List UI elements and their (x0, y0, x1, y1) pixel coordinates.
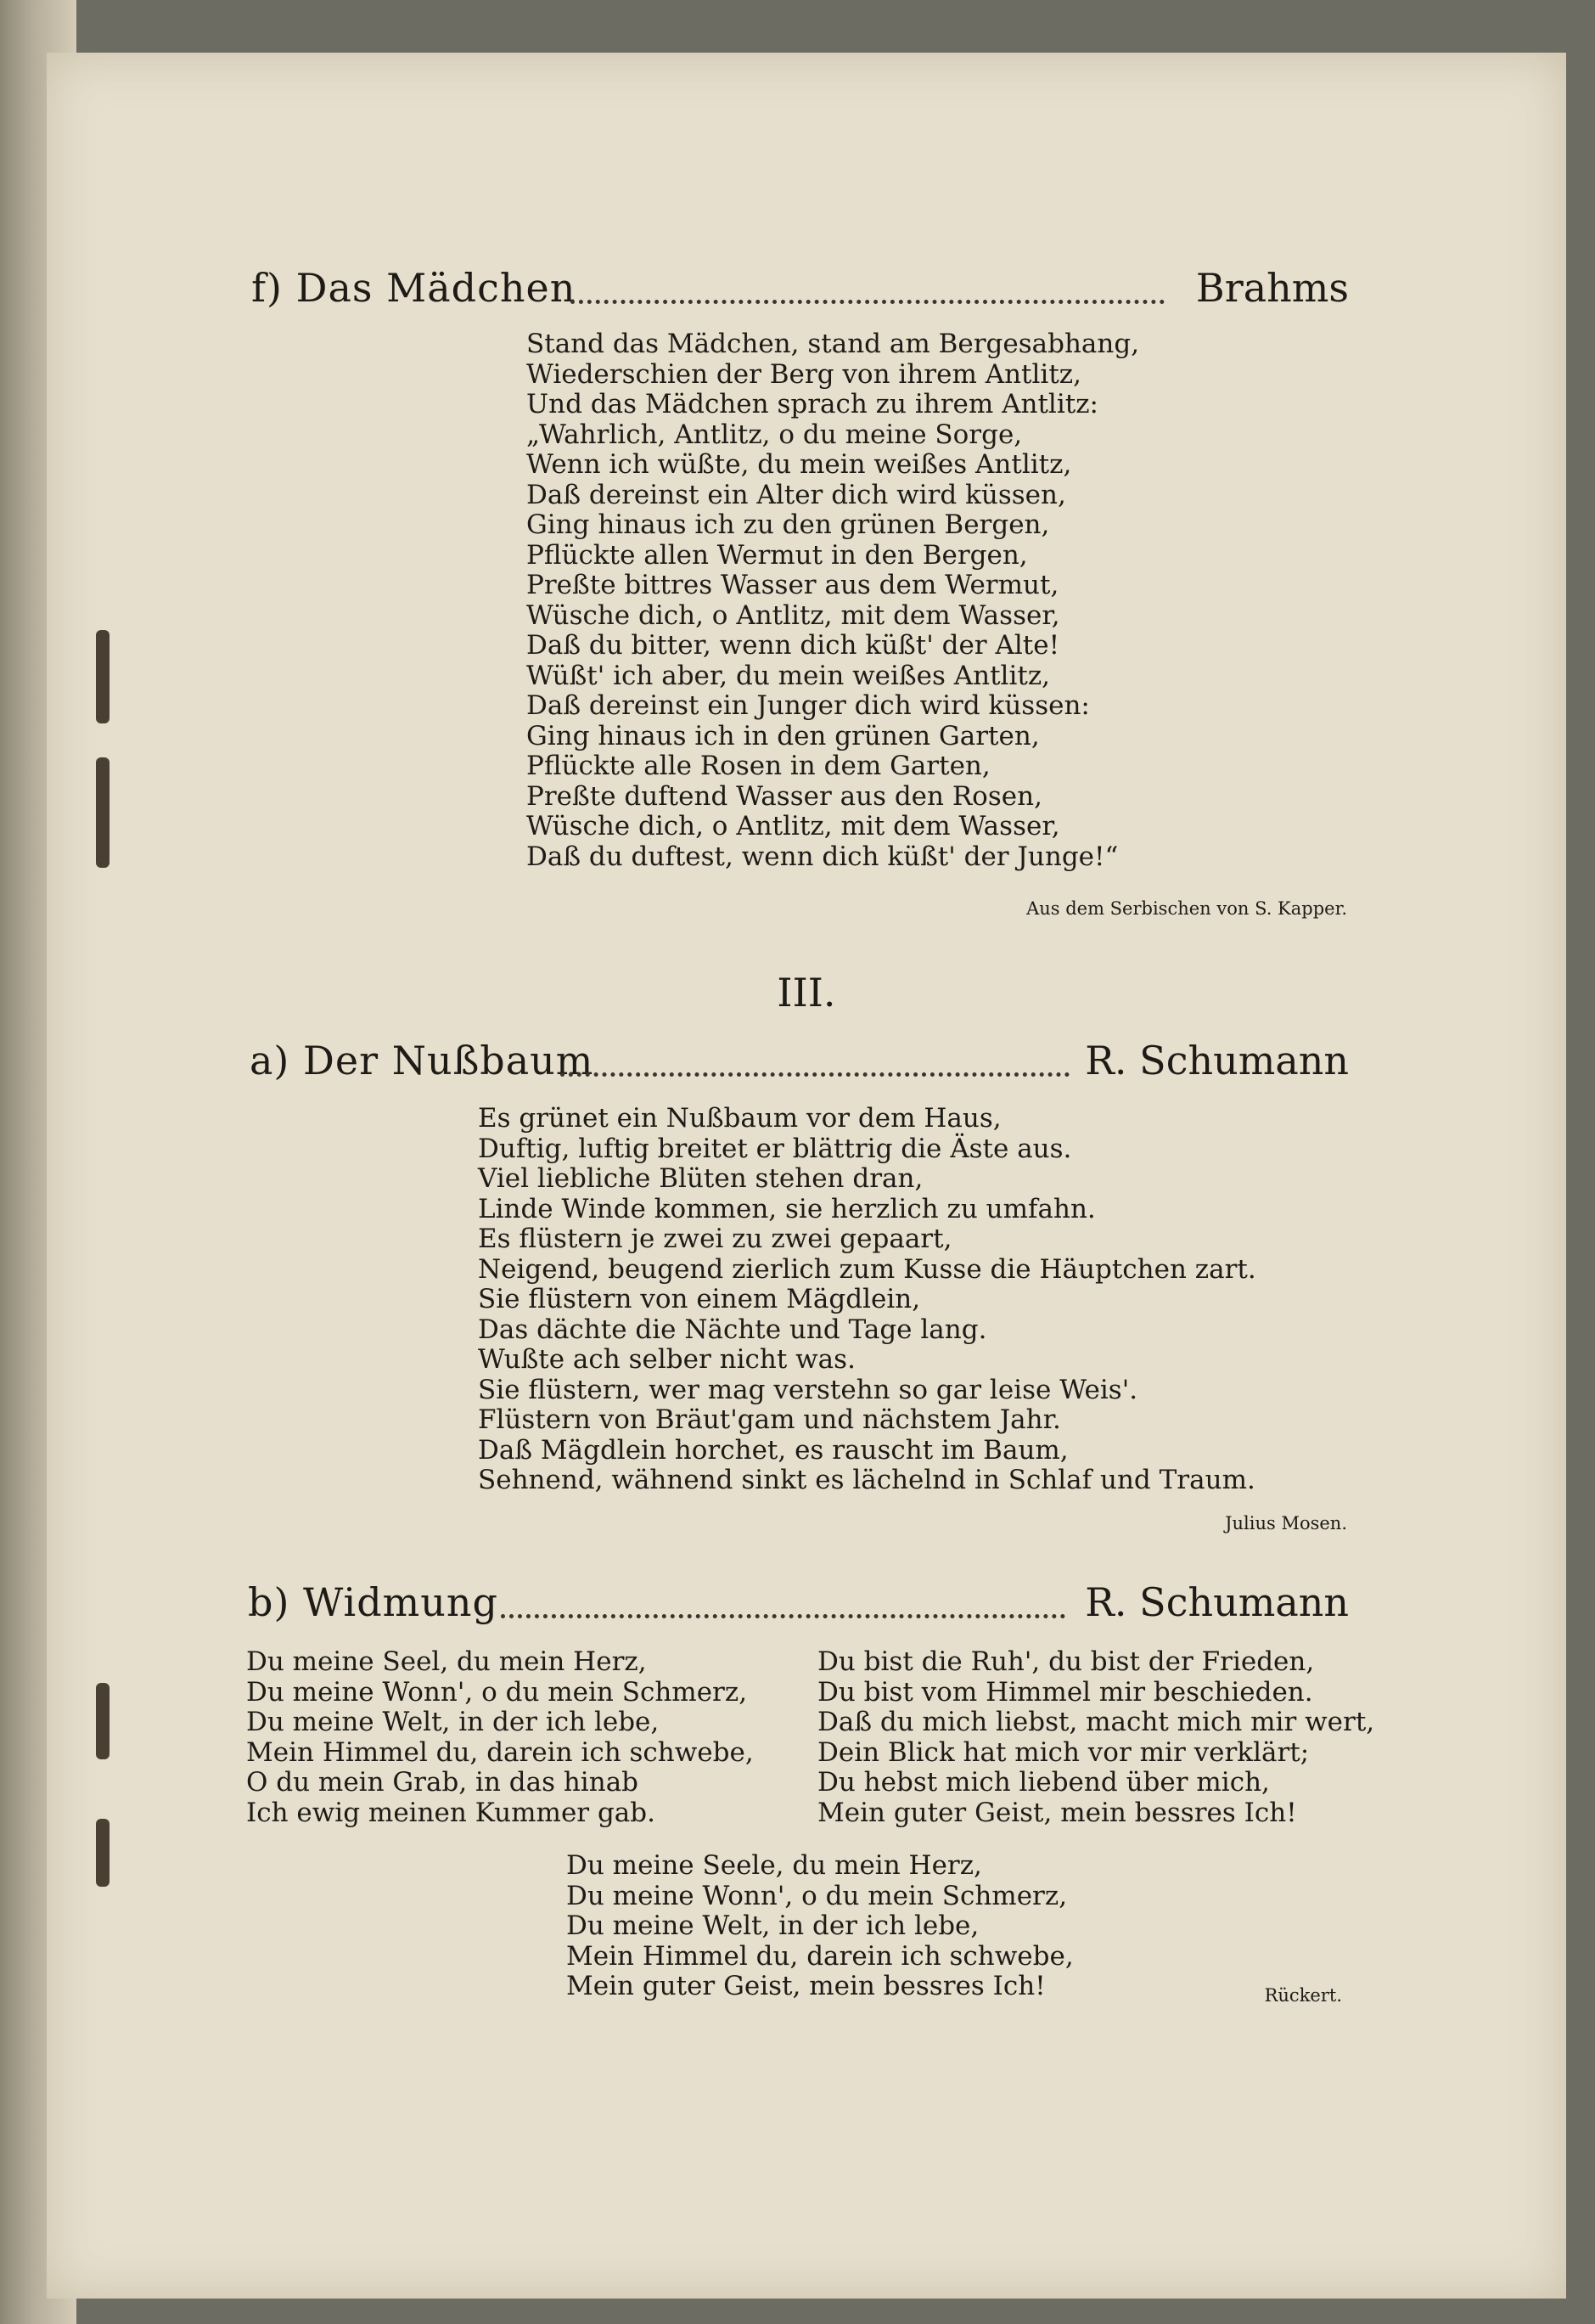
attribution-kapper: Aus dem Serbischen von S. Kapper. (1026, 898, 1347, 919)
poem-line: Du bist die Ruh', du bist der Frieden, (817, 1646, 1315, 1677)
poem-line: Es flüstern je zwei zu zwei gepaart, (478, 1224, 952, 1254)
poem-line: Du bist vom Himmel mir beschieden. (817, 1676, 1313, 1708)
binding-mark (96, 757, 110, 868)
poem-widmung-closing-stanza (566, 1851, 1074, 2002)
poem-line: Mein Himmel du, darein ich schwebe, (566, 1940, 1074, 1972)
poem-line: Sie flüstern, wer mag verstehn so gar leise Weis'. (478, 1374, 1138, 1405)
composer-brahms: Brahms (1195, 265, 1349, 311)
leader-dots (501, 1614, 1065, 1618)
song-title-der-nussbaum: a) Der Nußbaum (250, 1038, 594, 1083)
poem-line: Daß du mich liebst, macht mich mir wert, (817, 1707, 1375, 1737)
poem-der-nussbaum (478, 1104, 1256, 1496)
poem-line: Es grünet ein Nußbaum vor dem Haus, (478, 1103, 1002, 1134)
composer-schumann: R. Schumann (1085, 1579, 1349, 1625)
leader-dots (570, 300, 1165, 304)
attribution-rueckert: Rückert. (1264, 1985, 1342, 2006)
song-title-das-maedchen: f) Das Mädchen (251, 265, 576, 311)
poem-line: Du meine Seel, du mein Herz, (246, 1646, 647, 1677)
poem-line: Viel liebliche Blüten stehen dran, (478, 1163, 924, 1194)
binding-mark (96, 630, 110, 723)
poem-line: Du hebst mich liebend über mich, (817, 1767, 1270, 1798)
poem-line: Mein guter Geist, mein bessres Ich! (566, 1971, 1046, 2001)
composer-schumann: R. Schumann (1085, 1038, 1349, 1083)
poem-line: Das dächte die Nächte und Tage lang. (478, 1314, 987, 1345)
attribution-mosen: Julius Mosen. (1225, 1513, 1347, 1533)
poem-line: O du mein Grab, in das hinab (246, 1767, 639, 1798)
poem-line: Sie flüstern von einem Mägdlein, (478, 1284, 921, 1314)
poem-line: Wiederschien der Berg von ihrem Antlitz, (526, 358, 1081, 390)
poem-line: Daß du bitter, wenn dich küßt' der Alte! (526, 630, 1060, 661)
poem-line: Pflückte alle Rosen in dem Garten, (526, 751, 991, 781)
poem-line: Wußte ach selber nicht was. (478, 1344, 856, 1375)
poem-line: Du meine Wonn', o du mein Schmerz, (246, 1676, 748, 1708)
poem-line: Flüstern von Bräut'gam und nächstem Jahr. (478, 1404, 1061, 1435)
poem-line: Linde Winde kommen, sie herzlich zu umfahn. (478, 1193, 1096, 1224)
poem-line: Du meine Welt, in der ich lebe, (566, 1910, 980, 1941)
poem-line: Wüsche dich, o Antlitz, mit dem Wasser, (526, 599, 1060, 631)
poem-line: Neigend, beugend zierlich zum Kusse die Häuptchen zart. (478, 1253, 1256, 1285)
poem-line: Dein Blick hat mich vor mir verklärt; (817, 1736, 1310, 1768)
poem-widmung-right-stanza (817, 1647, 1374, 1828)
poem-line: Preßte bittres Wasser aus dem Wermut, (526, 570, 1059, 600)
binding-mark (96, 1819, 110, 1887)
poem-line: Daß dereinst ein Alter dich wird küssen, (526, 479, 1066, 510)
poem-line: Du meine Wonn', o du mein Schmerz, (566, 1880, 1068, 1911)
poem-line: Wenn ich wüßte, du mein weißes Antlitz, (526, 449, 1072, 480)
poem-line: „Wahrlich, Antlitz, o du meine Sorge, (526, 419, 1023, 450)
poem-line: Daß du duftest, wenn dich küßt' der Junge!“ (526, 841, 1119, 872)
poem-line: Und das Mädchen sprach zu ihrem Antlitz: (526, 389, 1098, 419)
song-title-widmung: b) Widmung (248, 1579, 498, 1625)
poem-line: Wüßt' ich aber, du mein weißes Antlitz, (526, 660, 1051, 691)
section-number: III. (777, 970, 836, 1016)
poem-line: Ging hinaus ich zu den grünen Bergen, (526, 509, 1050, 540)
leader-dots (560, 1072, 1070, 1077)
poem-line: Preßte duftend Wasser aus den Rosen, (526, 780, 1042, 812)
poem-line: Sehnend, wähnend sinkt es lächelnd in Schlaf und Traum. (478, 1465, 1255, 1495)
poem-line: Mein guter Geist, mein bessres Ich! (817, 1797, 1297, 1828)
poem-line: Daß Mägdlein horchet, es rauscht im Baum, (478, 1434, 1069, 1466)
poem-line: Wüsche dich, o Antlitz, mit dem Wasser, (526, 811, 1060, 841)
poem-line: Du meine Seele, du mein Herz, (566, 1850, 982, 1881)
poem-line: Pflückte allen Wermut in den Bergen, (526, 539, 1028, 571)
binding-mark (96, 1683, 110, 1759)
poem-line: Mein Himmel du, darein ich schwebe, (246, 1736, 754, 1768)
poem-line: Stand das Mädchen, stand am Bergesabhang, (526, 329, 1140, 359)
poem-line: Ging hinaus ich in den grünen Garten, (526, 720, 1040, 751)
poem-line: Du meine Welt, in der ich lebe, (246, 1707, 660, 1737)
poem-widmung-left-stanza (246, 1647, 754, 1828)
poem-line: Daß dereinst ein Junger dich wird küssen: (526, 690, 1090, 721)
poem-line: Duftig, luftig breitet er blättrig die Äste aus. (478, 1133, 1072, 1164)
poem-das-maedchen (526, 329, 1139, 872)
poem-line: Ich ewig meinen Kummer gab. (246, 1797, 655, 1828)
